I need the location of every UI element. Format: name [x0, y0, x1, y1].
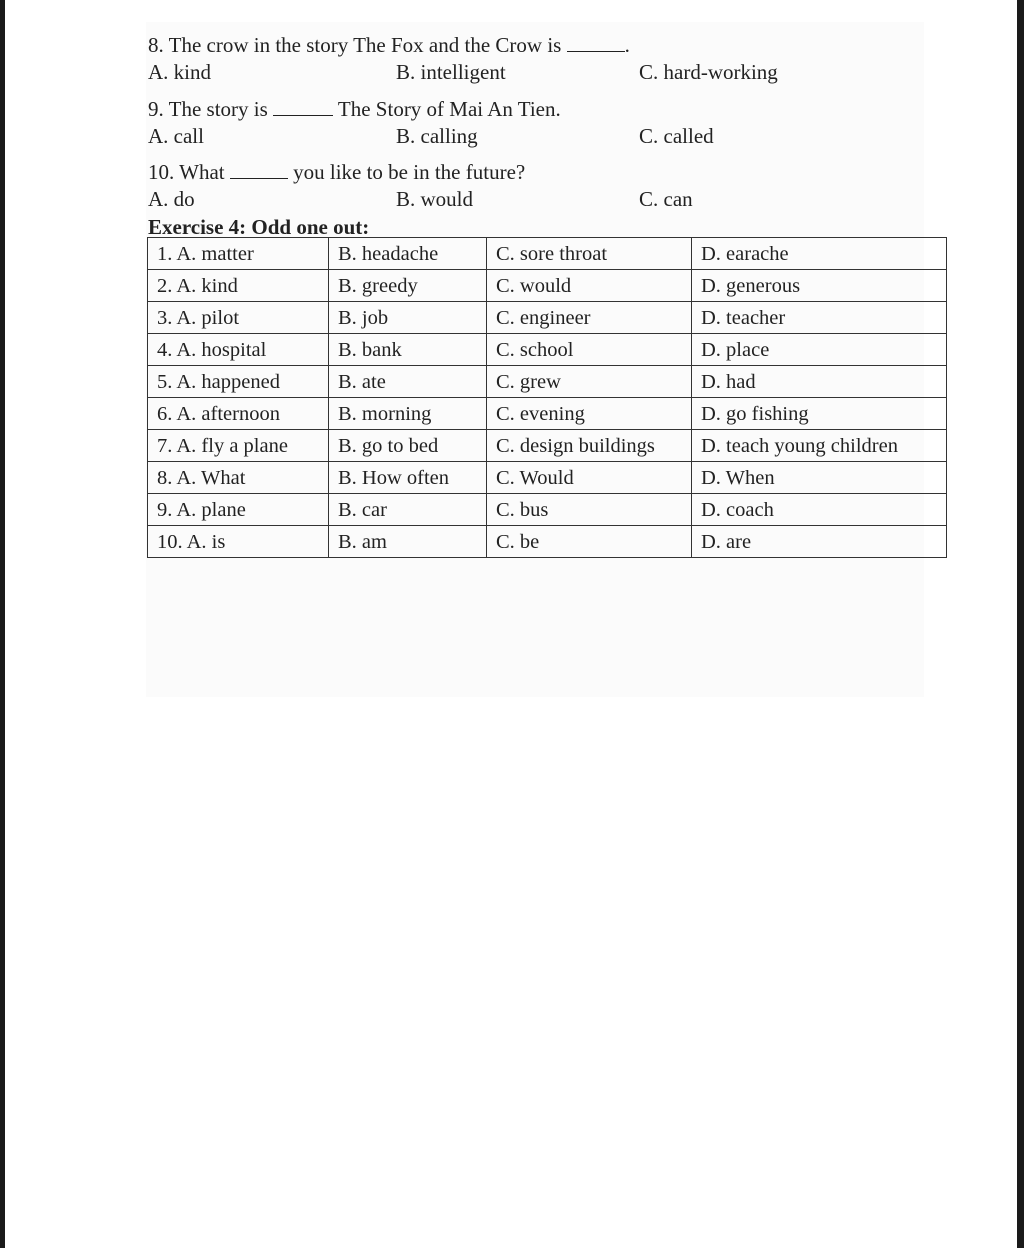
- table-row: [148, 366, 947, 398]
- option-c-cell: C. engineer: [487, 302, 692, 334]
- option-d-cell: D. are: [692, 526, 947, 558]
- question-8-option-a: A. kind: [148, 60, 211, 84]
- option-d-cell: D. When: [692, 462, 947, 494]
- question-9-option-b: B. calling: [396, 124, 478, 148]
- option-d-cell: D. had: [692, 366, 947, 398]
- option-b-cell: B. morning: [329, 398, 487, 430]
- question-9-option-c: C. called: [639, 124, 714, 148]
- option-b-cell: B. bank: [329, 334, 487, 366]
- question-10-stem-end: you like to be in the future?: [287, 160, 526, 184]
- question-9-blank: [273, 101, 333, 116]
- table-row: [148, 430, 947, 462]
- option-a-cell: 9. A. plane: [148, 494, 329, 526]
- question-10-option-a: A. do: [148, 187, 195, 211]
- question-10-blank: [230, 164, 288, 179]
- question-8-option-c: C. hard-working: [639, 60, 778, 84]
- option-d-cell: D. generous: [692, 270, 947, 302]
- table-row: [148, 302, 947, 334]
- option-c-cell: C. design buildings: [487, 430, 692, 462]
- exercise-4-heading: Exercise 4: Odd one out:: [148, 215, 370, 239]
- option-d-cell: D. teacher: [692, 302, 947, 334]
- option-b-cell: B. greedy: [329, 270, 487, 302]
- option-d-cell: D. earache: [692, 238, 947, 270]
- table-row: [148, 526, 947, 558]
- option-a-cell: 6. A. afternoon: [148, 398, 329, 430]
- option-a-cell: 1. A. matter: [148, 238, 329, 270]
- question-10: [148, 159, 525, 185]
- option-d-cell: D. coach: [692, 494, 947, 526]
- table-row: [148, 462, 947, 494]
- question-10-stem-start: 10. What: [148, 160, 230, 184]
- option-b-cell: B. job: [329, 302, 487, 334]
- option-a-cell: 5. A. happened: [148, 366, 329, 398]
- option-a-cell: 7. A. fly a plane: [148, 430, 329, 462]
- table-row: [148, 398, 947, 430]
- option-a-cell: 8. A. What: [148, 462, 329, 494]
- odd-one-out-table: [147, 237, 947, 558]
- odd-one-out-rows: [148, 238, 947, 558]
- question-8-option-b: B. intelligent: [396, 60, 506, 84]
- option-d-cell: D. go fishing: [692, 398, 947, 430]
- scan-border-left: [0, 0, 5, 1248]
- option-c-cell: C. be: [487, 526, 692, 558]
- option-b-cell: B. am: [329, 526, 487, 558]
- question-9-stem-end: The Story of Mai An Tien.: [333, 97, 561, 121]
- question-8-stem-start: 8. The crow in the story The Fox and the Crow is: [148, 33, 567, 57]
- table-row: [148, 334, 947, 366]
- option-b-cell: B. car: [329, 494, 487, 526]
- option-b-cell: B. ate: [329, 366, 487, 398]
- option-c-cell: C. Would: [487, 462, 692, 494]
- option-d-cell: D. teach young children: [692, 430, 947, 462]
- option-a-cell: 2. A. kind: [148, 270, 329, 302]
- option-b-cell: B. headache: [329, 238, 487, 270]
- scan-border-right: [1017, 0, 1024, 1248]
- option-d-cell: D. place: [692, 334, 947, 366]
- option-a-cell: 3. A. pilot: [148, 302, 329, 334]
- option-b-cell: B. How often: [329, 462, 487, 494]
- table-row: [148, 494, 947, 526]
- question-8-blank: [567, 37, 625, 52]
- table-row: [148, 270, 947, 302]
- question-9-stem-start: 9. The story is: [148, 97, 274, 121]
- option-c-cell: C. sore throat: [487, 238, 692, 270]
- question-8: [148, 32, 630, 58]
- option-c-cell: C. would: [487, 270, 692, 302]
- option-c-cell: C. evening: [487, 398, 692, 430]
- option-a-cell: 4. A. hospital: [148, 334, 329, 366]
- table-row: [148, 238, 947, 270]
- option-c-cell: C. bus: [487, 494, 692, 526]
- question-8-stem-end: .: [624, 33, 630, 57]
- option-c-cell: C. grew: [487, 366, 692, 398]
- question-9: [148, 96, 561, 122]
- question-10-option-c: C. can: [639, 187, 693, 211]
- option-c-cell: C. school: [487, 334, 692, 366]
- option-a-cell: 10. A. is: [148, 526, 329, 558]
- question-10-option-b: B. would: [396, 187, 474, 211]
- question-9-option-a: A. call: [148, 124, 204, 148]
- option-b-cell: B. go to bed: [329, 430, 487, 462]
